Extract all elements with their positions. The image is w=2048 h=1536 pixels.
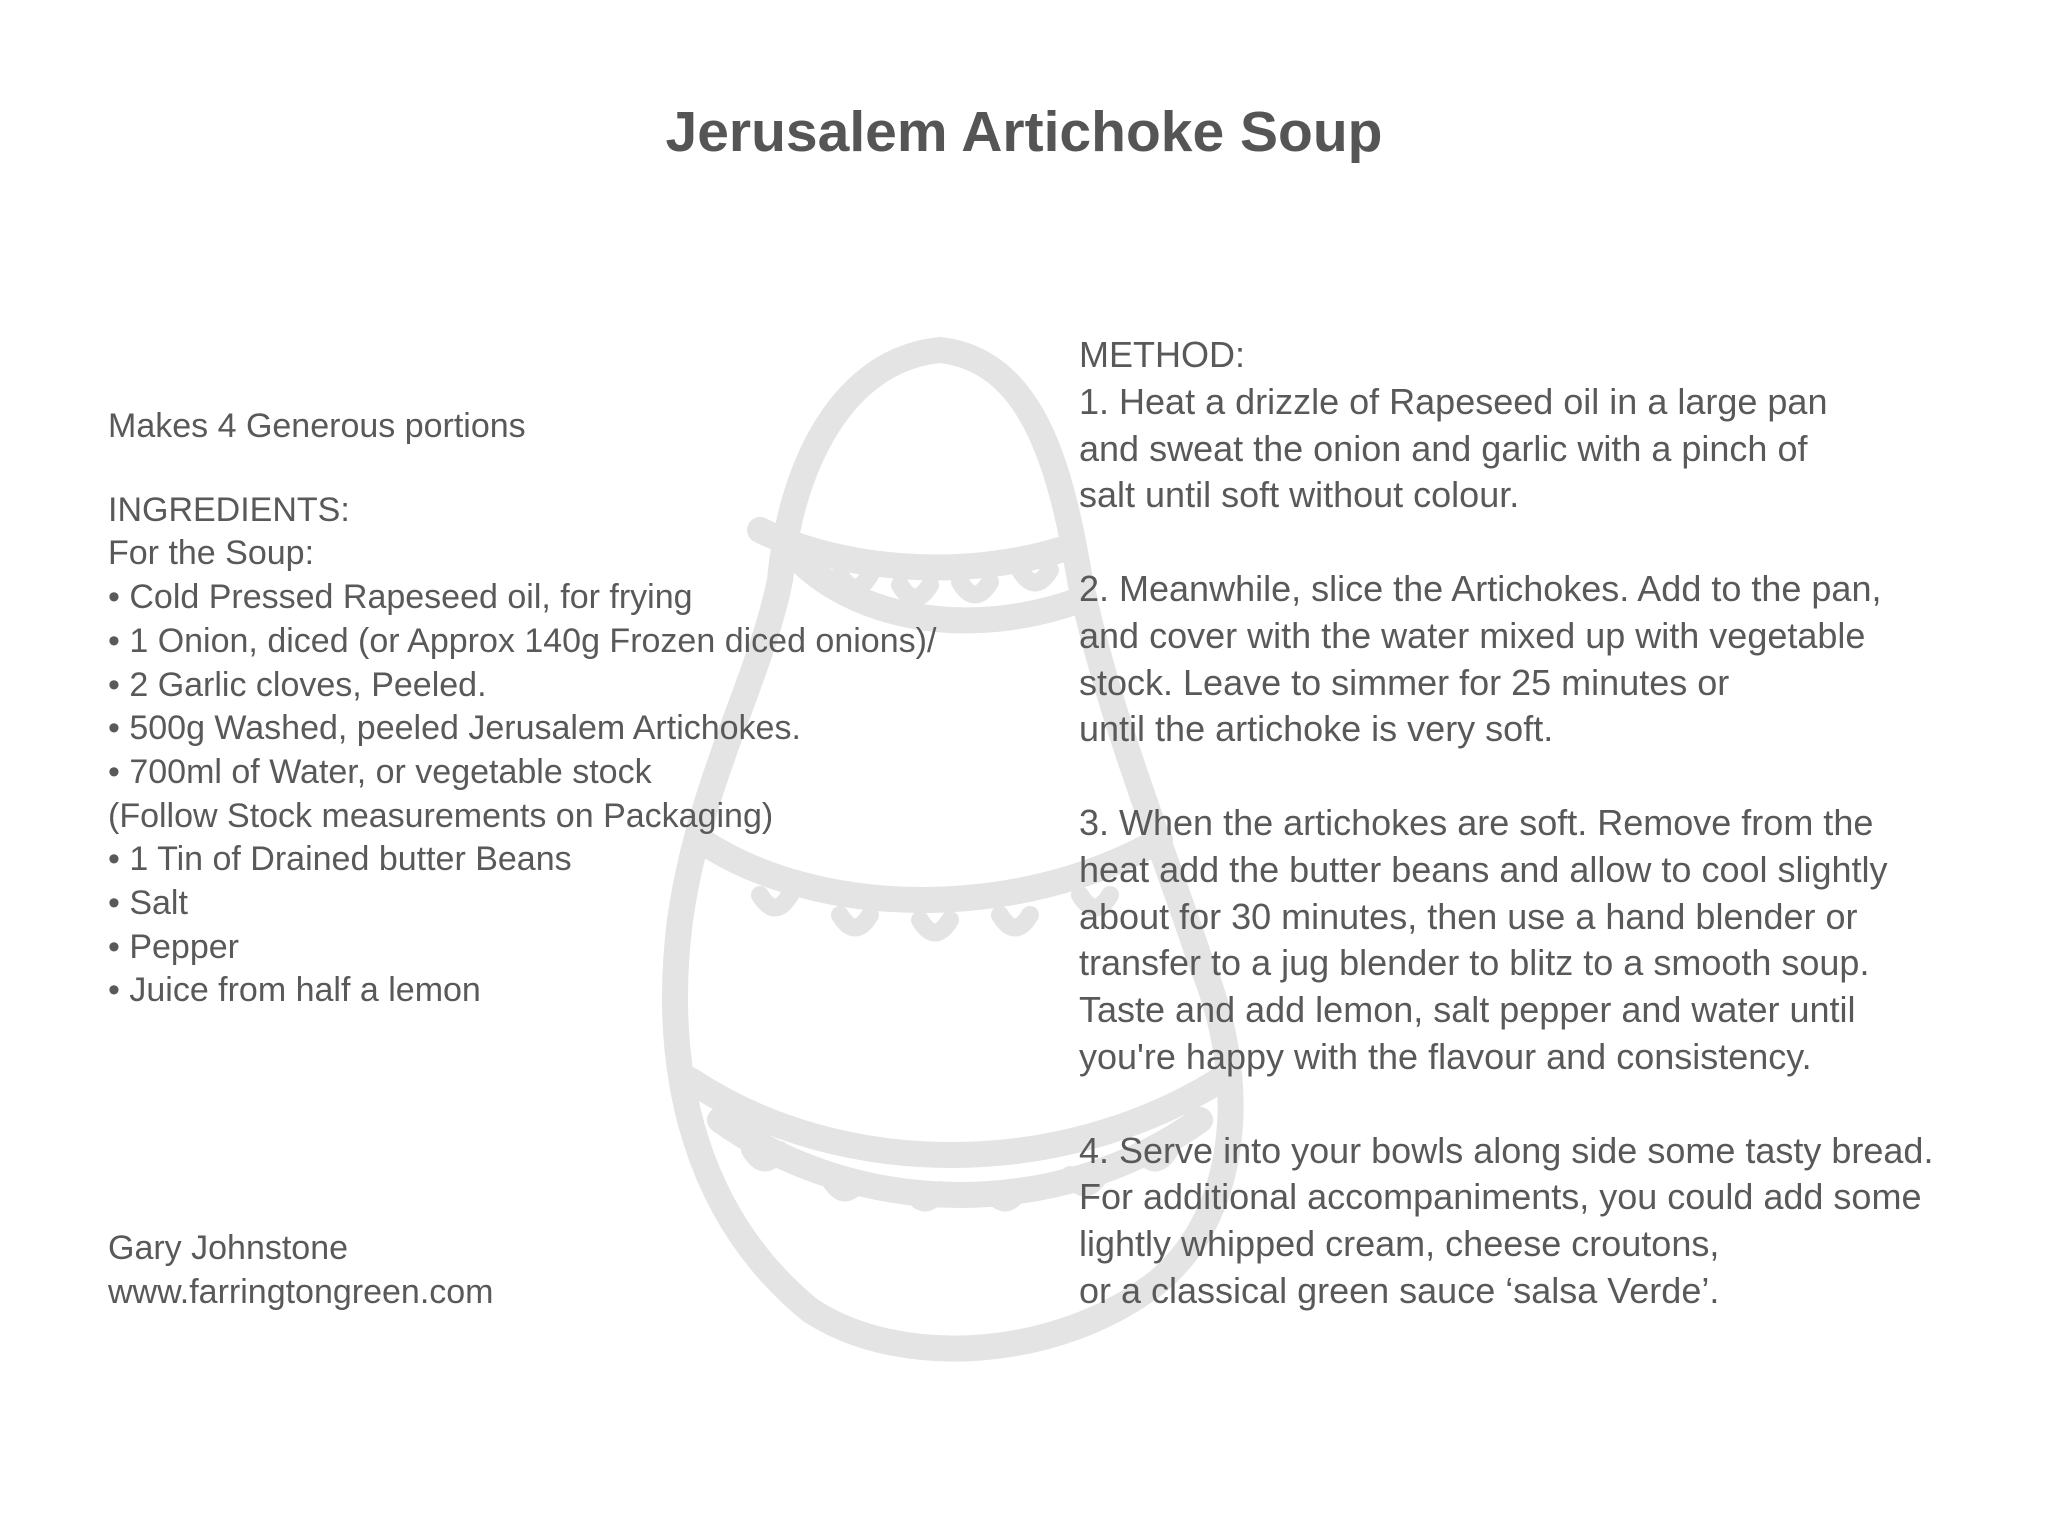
ingredients-subheading: For the Soup: <box>108 534 315 573</box>
ingredient-note: (Follow Stock measurements on Packaging) <box>108 796 774 835</box>
page-title: Jerusalem Artichoke Soup <box>665 100 1383 164</box>
method-step-1 <box>1079 379 2029 519</box>
ingredient-item: • 500g Washed, peeled Jerusalem Artichokes. <box>108 709 801 748</box>
method-line: 1. Heat a drizzle of Rapeseed oil in a large pan <box>1079 380 1828 422</box>
author-name: Gary Johnstone <box>108 1229 349 1267</box>
method-line: For additional accompaniments, you could add some <box>1079 1176 1922 1218</box>
credits <box>108 1226 494 1314</box>
method-step-3 <box>1079 800 2029 1081</box>
method-line: 2. Meanwhile, slice the Artichokes. Add to the pan, <box>1079 567 1882 609</box>
method-line: 3. When the artichokes are soft. Remove from the <box>1079 801 1874 843</box>
ingredients-heading: INGREDIENTS: <box>108 490 350 529</box>
method-step-2 <box>1079 566 2029 753</box>
portions-text: Makes 4 Generous portions <box>108 407 526 445</box>
method-line: transfer to a jug blender to blitz to a smooth soup. <box>1079 942 1870 984</box>
ingredient-item: • Cold Pressed Rapeseed oil, for frying <box>108 578 693 617</box>
method-line: about for 30 minutes, then use a hand blender or <box>1079 895 1858 937</box>
ingredients-section <box>108 405 1068 1013</box>
method-line: salt until soft without colour. <box>1079 474 1520 516</box>
ingredient-item: • Juice from half a lemon <box>108 971 481 1010</box>
method-line: stock. Leave to simmer for 25 minutes or <box>1079 661 1730 703</box>
website-link[interactable]: www.farringtongreen.com <box>108 1273 494 1311</box>
method-line: heat add the butter beans and allow to cool slightly <box>1079 848 1888 890</box>
ingredient-item: • 700ml of Water, or vegetable stock <box>108 752 652 791</box>
method-step-4 <box>1079 1128 2029 1315</box>
spacer <box>108 449 1068 489</box>
method-section <box>1079 332 2029 1315</box>
method-line: you're happy with the flavour and consistency. <box>1079 1035 1812 1077</box>
method-line: lightly whipped cream, cheese croutons, <box>1079 1223 1720 1265</box>
method-line: 4. Serve into your bowls along side some tasty bread. <box>1079 1129 1934 1171</box>
ingredient-item: • 2 Garlic cloves, Peeled. <box>108 665 487 704</box>
ingredient-item: • Salt <box>108 884 188 923</box>
method-line: and cover with the water mixed up with vegetable <box>1079 614 1866 656</box>
ingredient-item: • 1 Tin of Drained butter Beans <box>108 840 572 879</box>
method-line: until the artichoke is very soft. <box>1079 708 1554 750</box>
method-heading: METHOD: <box>1079 334 1245 375</box>
method-line: or a classical green sauce ‘salsa Verde’. <box>1079 1269 1720 1311</box>
ingredient-item: • 1 Onion, diced (or Approx 140g Frozen diced onions)/ <box>108 621 937 660</box>
method-line: Taste and add lemon, salt pepper and water until <box>1079 989 1856 1031</box>
ingredient-item: • Pepper <box>108 927 239 966</box>
method-line: and sweat the onion and garlic with a pinch of <box>1079 427 1808 469</box>
